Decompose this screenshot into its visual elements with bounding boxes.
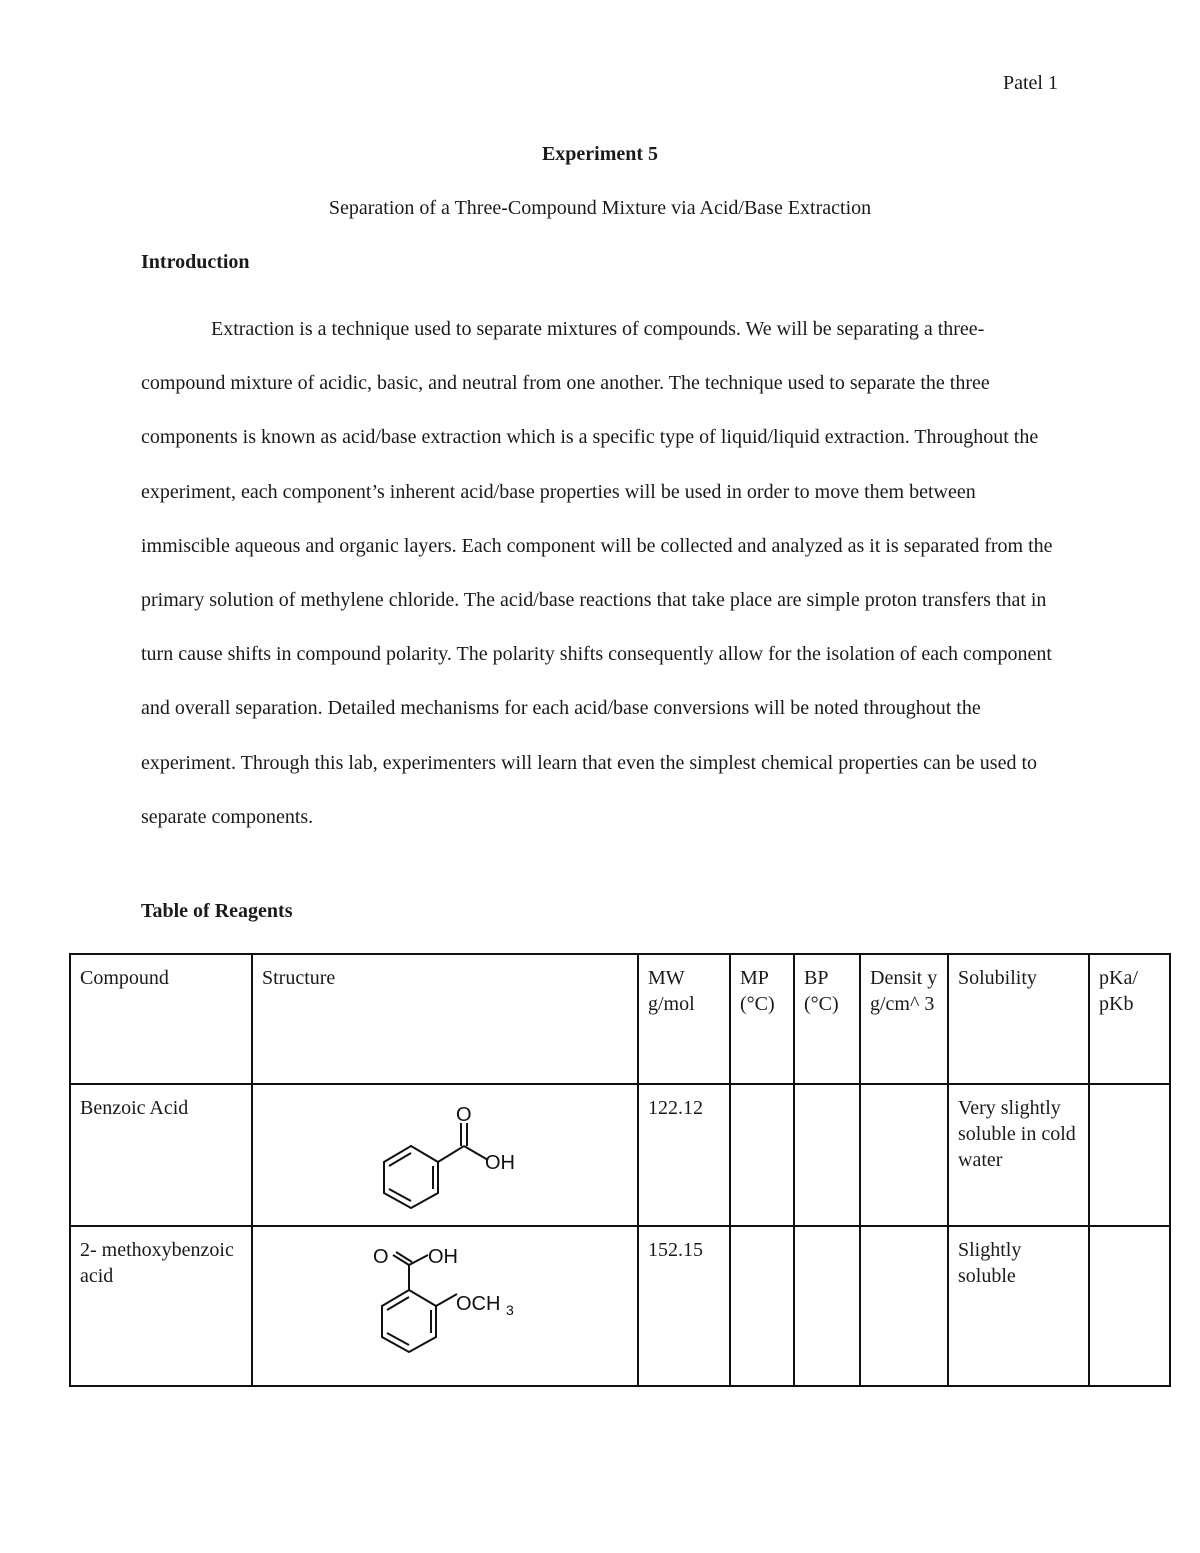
mp-cell bbox=[730, 1084, 794, 1226]
mw-cell: 152.15 bbox=[638, 1226, 730, 1386]
table-row bbox=[70, 1226, 1170, 1386]
column-header: MW g/mol bbox=[638, 954, 730, 1084]
mw-cell: 122.12 bbox=[638, 1084, 730, 1226]
column-header: Compound bbox=[70, 954, 252, 1084]
hydroxyl-label: OH bbox=[485, 1152, 515, 1174]
methoxy-subscript: 3 bbox=[506, 1302, 514, 1318]
column-header: pKa/ pKb bbox=[1089, 954, 1170, 1084]
methoxy-label: OCH bbox=[456, 1293, 501, 1315]
table-row bbox=[70, 1084, 1170, 1226]
page-number-header: Patel 1 bbox=[1003, 72, 1058, 94]
structure-cell bbox=[252, 1226, 638, 1386]
bp-cell bbox=[794, 1084, 860, 1226]
introduction-paragraph: Extraction is a technique used to separate mixtures of compounds. We will be separating a three-compound mixture of acidic, basic, and neutral from one another. The technique used to separate the three components is known as acid/base extraction which is a specific type of liquid/liquid extraction. Throughout the experiment, each component’s inherent acid/base properties will be used in order to move them between immiscible aqueous and organic layers. Each component will be collected and analyzed as it is separated from the primary solution of methylene chloride. The acid/base reactions that take place are simple proton transfers that in turn cause shifts in compound polarity. The polarity shifts consequently allow for the isolation of each component and overall separation. Detailed mechanisms for each acid/base conversions will be noted throughout the experiment. Through this lab, experimenters will learn that even the simplest chemical properties can be used to separate components. bbox=[141, 318, 1053, 828]
compound-cell: 2- methoxybenzoic acid bbox=[70, 1226, 252, 1386]
oxygen-label: O bbox=[373, 1246, 389, 1268]
table-header-row bbox=[70, 954, 1170, 1084]
hydroxyl-label: OH bbox=[428, 1246, 458, 1268]
column-header: Structure bbox=[252, 954, 638, 1084]
document-subtitle: Separation of a Three-Compound Mixture via Acid/Base Extraction bbox=[328, 197, 872, 219]
solubility-cell: Very slightly soluble in cold water bbox=[948, 1084, 1089, 1226]
solubility-cell: Slightly soluble bbox=[948, 1226, 1089, 1386]
benzoic-acid-structure bbox=[253, 1085, 639, 1225]
table-of-reagents-heading: Table of Reagents bbox=[141, 900, 293, 922]
column-header: Densit y g/cm^ 3 bbox=[860, 954, 948, 1084]
density-cell bbox=[860, 1226, 948, 1386]
compound-cell: Benzoic Acid bbox=[70, 1084, 252, 1226]
column-header: MP (°C) bbox=[730, 954, 794, 1084]
column-header: Solubility bbox=[948, 954, 1089, 1084]
oxygen-label: O bbox=[456, 1104, 472, 1126]
pka-cell bbox=[1089, 1226, 1170, 1386]
introduction-body bbox=[141, 302, 1061, 844]
column-header: BP (°C) bbox=[794, 954, 860, 1084]
bp-cell bbox=[794, 1226, 860, 1386]
document-title: Experiment 5 bbox=[541, 143, 659, 165]
structure-cell bbox=[252, 1084, 638, 1226]
reagents-table bbox=[69, 953, 1171, 1387]
pka-cell bbox=[1089, 1084, 1170, 1226]
methoxybenzoic-acid-structure bbox=[253, 1227, 639, 1385]
mp-cell bbox=[730, 1226, 794, 1386]
density-cell bbox=[860, 1084, 948, 1226]
introduction-heading: Introduction bbox=[141, 251, 250, 273]
